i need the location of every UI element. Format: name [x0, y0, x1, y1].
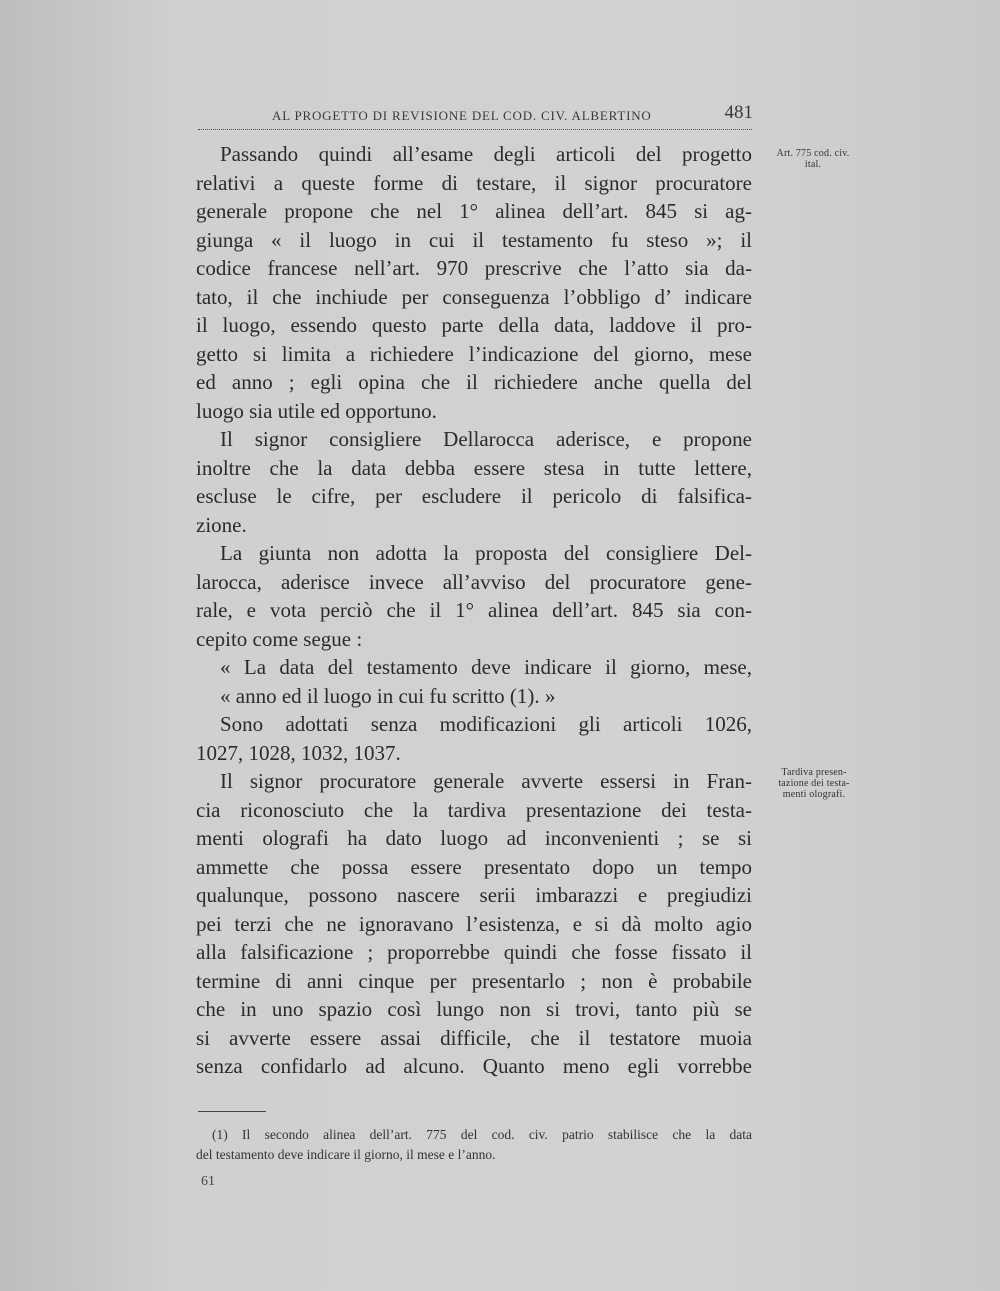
- text-line: pei terzi che ne ignoravano l’esistenza, e si dà molto agio: [196, 911, 752, 936]
- text-line: inoltre che la data debba essere stesa in tutte lettere,: [196, 455, 752, 480]
- margin-note-art-775: [758, 148, 868, 170]
- text-line: zione.: [196, 512, 247, 537]
- text-line: cepito come segue :: [196, 626, 363, 651]
- text-line: Passando quindi all’esame degli articoli del progetto: [220, 142, 752, 166]
- text-line: 1027, 1028, 1032, 1037.: [196, 740, 401, 765]
- margin-note-line: Tardiva presen-: [781, 767, 847, 778]
- margin-note-line: Art. 775 cod. civ.: [776, 148, 850, 159]
- text-line: cia riconosciuto che la tardiva presentazione dei testa-: [196, 797, 752, 822]
- text-line: La giunta non adotta la proposta del consigliere Del-: [220, 541, 752, 565]
- text-line: il luogo, essendo questo parte della data, laddove il pro-: [196, 313, 752, 337]
- text-line: Sono adottati senza modificazioni gli articoli 1026,: [220, 712, 752, 736]
- text-line: menti olografi ha dato luogo ad inconvenienti ; se si: [196, 826, 752, 850]
- footnote-line: del testamento deve indicare il giorno, il mese e l’anno.: [196, 1147, 496, 1162]
- text-line: termine di anni cinque per presentarlo ; non è probabile: [196, 968, 752, 993]
- text-line: si avverte essere assai difficile, che il testatore muoia: [196, 1025, 752, 1050]
- text-line: relativi a queste forme di testare, il signor procuratore: [196, 170, 752, 195]
- text-line: Il signor procuratore generale avverte essersi in Fran-: [220, 769, 752, 793]
- footnote-line: (1) Il secondo alinea dell’art. 775 del cod. civ. patrio stabilisce che la data: [212, 1127, 752, 1142]
- text-line: senza confidarlo ad alcuno. Quanto meno egli vorrebbe: [196, 1054, 752, 1078]
- margin-note-line: tazione dei testa-: [778, 778, 850, 789]
- quote-line: « La data del testamento deve indicare il giorno, mese,: [220, 655, 752, 679]
- text-line: Il signor consigliere Dellarocca aderisce, e propone: [220, 427, 752, 451]
- text-line: giunga « il luogo in cui il testamento fu steso »; il: [196, 227, 752, 252]
- text-line: getto si limita a richiedere l’indicazione del giorno, mese: [196, 341, 752, 366]
- text-line: larocca, aderisce invece all’avviso del procuratore gene-: [196, 569, 752, 594]
- text-line: alla falsificazione ; proporrebbe quindi che fosse fissato il: [196, 940, 752, 964]
- running-title: AL PROGETTO DI REVISIONE DEL COD. CIV. ALBERTINO: [272, 108, 652, 123]
- footnote: [196, 1125, 752, 1165]
- margin-note-tardiva: [758, 767, 870, 800]
- text-line: rale, e vota perciò che il 1° alinea dell’art. 845 sia con-: [196, 598, 752, 622]
- body-text: [196, 140, 752, 1081]
- text-line: ammette che possa essere presentato dopo un tempo: [196, 854, 752, 879]
- text-line: codice francese nell’art. 970 prescrive che l’atto sia da-: [196, 256, 752, 280]
- text-line: ed anno ; egli opina che il richiedere anche quella del: [196, 370, 752, 394]
- text-line: generale propone che nel 1° alinea dell’art. 845 si ag-: [196, 199, 752, 223]
- text-line: luogo sia utile ed opportuno.: [196, 398, 437, 423]
- page-number: 481: [724, 102, 753, 123]
- signature-mark: 61: [201, 1174, 215, 1189]
- text-line: che in uno spazio così lungo non si trovi, tanto più se: [196, 997, 752, 1021]
- page-header: [198, 102, 753, 128]
- quote-line: « anno ed il luogo in cui fu scritto (1). »: [220, 683, 556, 708]
- header-rule: [198, 129, 752, 130]
- text-line: tato, il che inchiude per conseguenza l’obbligo d’ indicare: [196, 284, 752, 309]
- margin-note-line: menti olografi.: [782, 789, 846, 800]
- text-line: qualunque, possono nascere serii imbarazzi e pregiudizi: [196, 883, 752, 907]
- footnote-rule: [198, 1111, 266, 1112]
- margin-note-line: ital.: [804, 159, 822, 170]
- text-line: escluse le cifre, per escludere il pericolo di falsifica-: [196, 484, 752, 508]
